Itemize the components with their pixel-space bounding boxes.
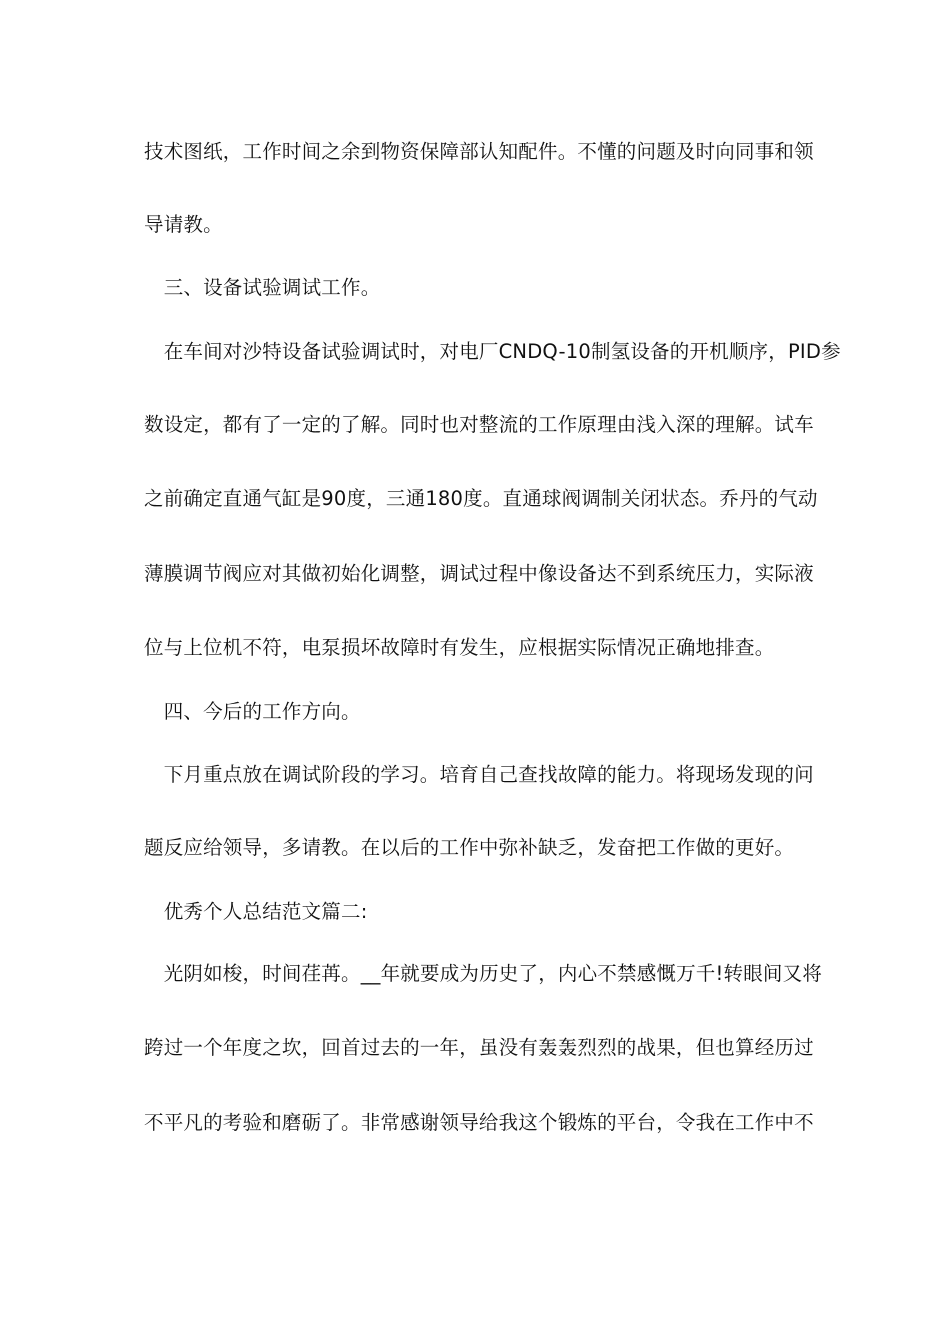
text-line: 题反应给领导，多请教。在以后的工作中弥补缺乏，发奋把工作做的更好。: [144, 836, 795, 859]
text-line: 数设定，都有了一定的了解。同时也对整流的工作原理由浅入深的理解。试车: [144, 413, 814, 436]
text-line: 跨过一个年度之坎，回首过去的一年，虽没有轰轰烈烈的战果，但也算经历过: [144, 1036, 814, 1059]
section-heading: 优秀个人总结范文篇二:: [144, 900, 368, 923]
text-line: 薄膜调节阀应对其做初始化调整，调试过程中像设备达不到系统压力，实际液: [144, 562, 814, 585]
text-line: 之前确定直通气缸是90度，三通180度。直通球阀调制关闭状态。乔丹的气动: [144, 487, 818, 510]
text-line: 在车间对沙特设备试验调试时，对电厂CNDQ-10制氢设备的开机顺序，PID参: [144, 340, 841, 363]
text-line: 技术图纸，工作时间之余到物资保障部认知配件。不懂的问题及时向同事和领: [144, 140, 814, 163]
text-line: 不平凡的考验和磨砺了。非常感谢领导给我这个锻炼的平台，令我在工作中不: [144, 1111, 814, 1134]
text-line: 位与上位机不符，电泵损坏故障时有发生，应根据实际情况正确地排查。: [144, 636, 775, 659]
text-line: 光阴如梭，时间荏苒。__年就要成为历史了，内心不禁感慨万千!转眼间又将: [144, 962, 823, 985]
text-line: 下月重点放在调试阶段的学习。培育自己查找故障的能力。将现场发现的问: [144, 763, 814, 786]
section-heading: 四、今后的工作方向。: [144, 700, 361, 723]
section-heading: 三、设备试验调试工作。: [144, 276, 381, 299]
text-line: 导请教。: [144, 213, 223, 236]
